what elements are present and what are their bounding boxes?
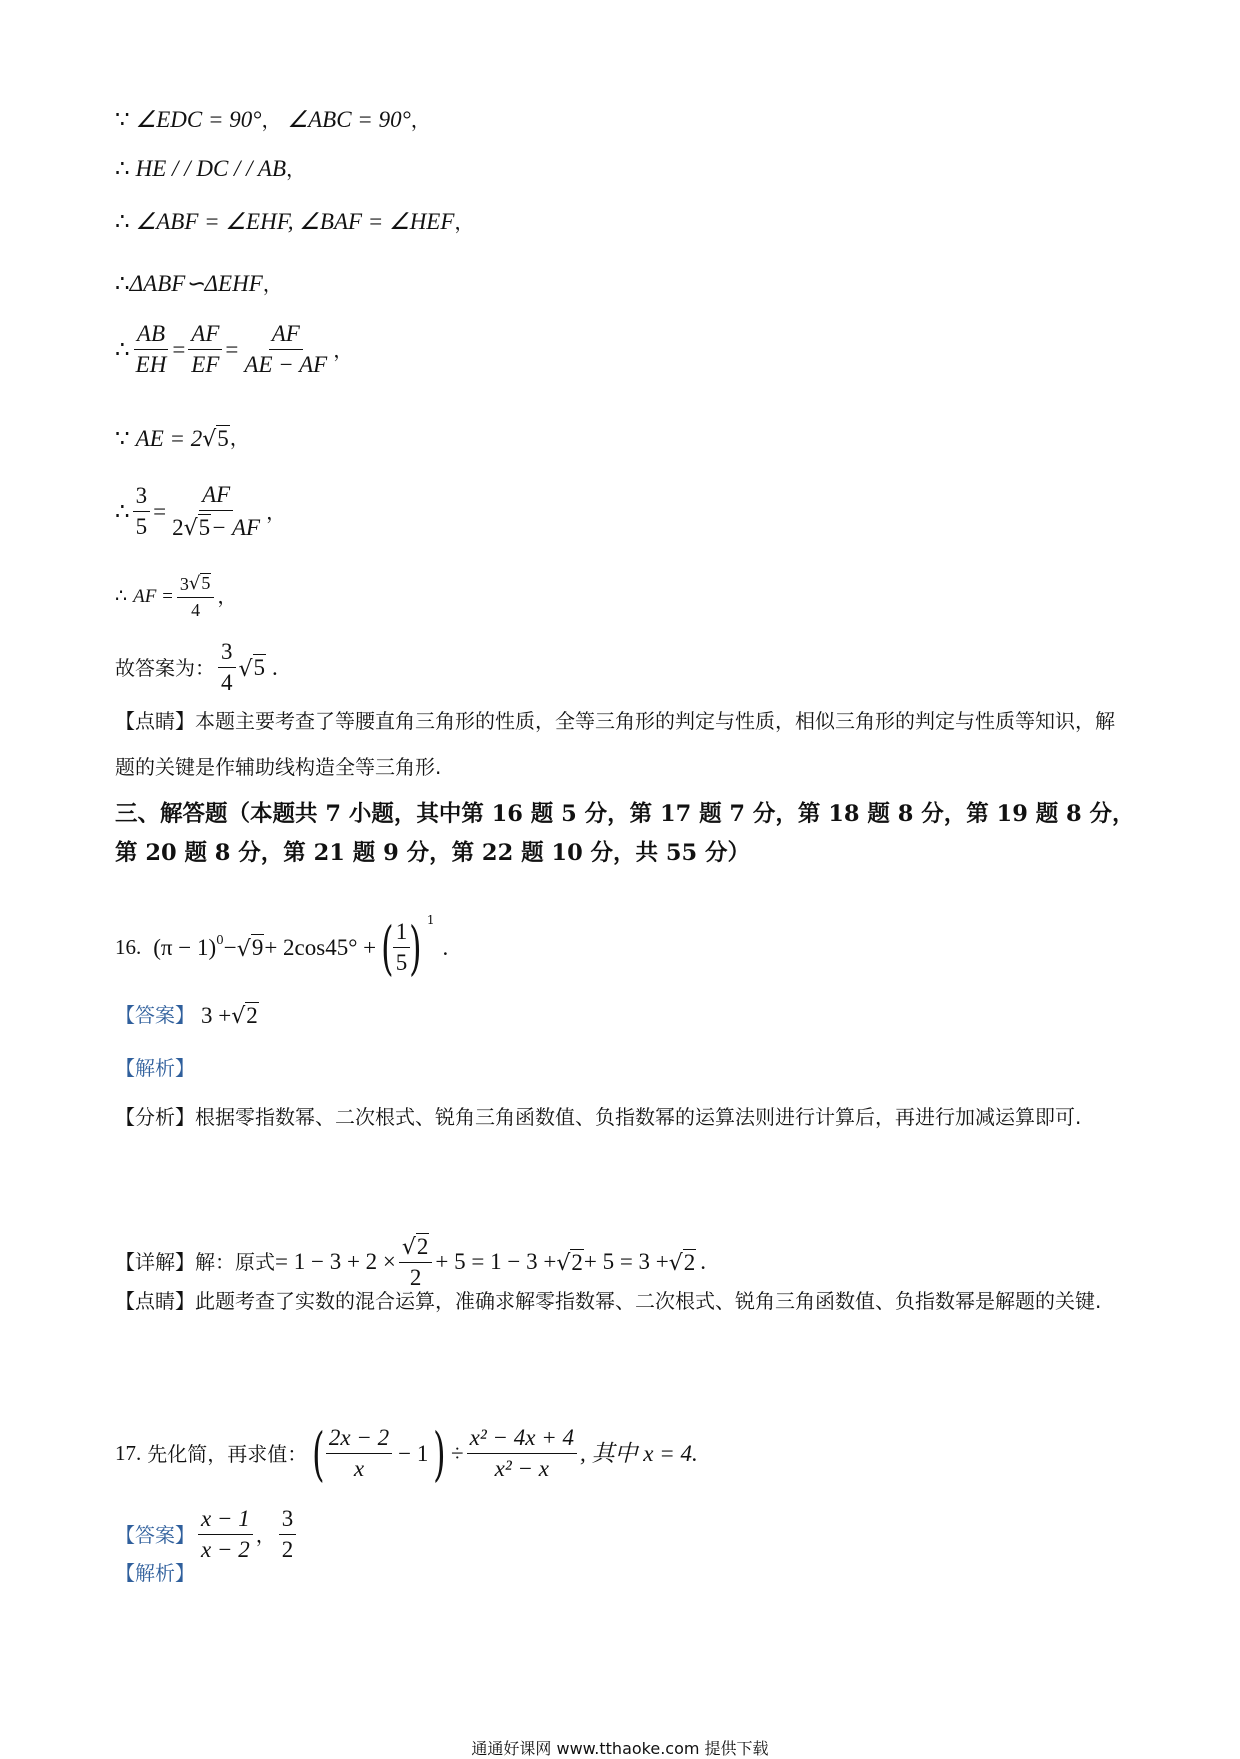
q16-note: 【点睛】此题考查了实数的混合运算，准确求解零指数幂、二次根式、锐角三角函数值、负指数幂是解题的关键. [115, 1289, 1102, 1313]
sqrt-9: √ 9 [236, 935, 264, 962]
q16-detail: 【详解】 解：原式 = 1 − 3 + 2 × √ 2 2 + 5 = 1 − 3 + √ 2 + 5 = 3 + √ 2 . [115, 1234, 707, 1291]
section-heading: 三、解答题（本题共 7 小题，其中第 16 题 5 分，第 17 题 7 分，第 18 题 8 分，第 19 题 8 分，第 20 题 8 分，第 21 题 9 分，第 22 题 10 分，共 55 分） [115, 801, 1135, 866]
fraction-1-5: $\frac{1}{5}$ [393, 920, 411, 975]
q16-analysis: 【分析】根据零指数幂、二次根式、锐角三角函数值、负指数幂的运算法则进行计算后，再进行加减运算即可. [115, 1105, 1082, 1129]
proof-line-2: ∴ HE / / DC / / AB ， [115, 156, 306, 181]
fraction-3sqrt5-4: 3 √ 5 4 [177, 573, 214, 620]
proof-line-8: ∴ AF = 3 √ 5 4 ， [115, 572, 238, 620]
fraction-ab-eh: $\frac{AB}{EH}$ [135, 321, 167, 378]
proof-line-3: ∴ ∠ABF = ∠EHF, ∠BAF = ∠HEF ， [115, 209, 475, 234]
proof-line-6: ∵ AE = 2 √ 5 ， [115, 425, 250, 453]
proof-line-7: ∴ $\frac{3}{5}$ = AF 2 √ 5 − AF ， [115, 482, 287, 542]
fraction-af-2sqrt5-af: AF 2 √ 5 − AF [172, 482, 261, 542]
question-17: 17. 先化简，再求值： ( $\frac{2x - 2}{x}$ − 1 ) ÷ $\frac{\text{x² − 4x + 4}}{\text{x² − x}}$ , 其中 x = 4. [115, 1419, 698, 1488]
sqrt-5: √ 5 [202, 426, 229, 453]
fraction-af-ef: $\frac{AF}{EF}$ [188, 322, 222, 377]
fraction-3-2: $\frac{3}{2}$ [279, 1507, 297, 1562]
q16-answer: 【答案】 3 + √ 2 [115, 1002, 258, 1030]
proof-line-5: ∴ $\frac{AB}{EH}$ = $\frac{AF}{EF}$ = $\frac{AF}{AE - AF}$ ， [115, 321, 354, 378]
note-tag: 【点睛】 [115, 709, 195, 733]
proof-line-1: ∵ ∠EDC = 90° ， ∠ABC = 90° ， [115, 107, 431, 132]
fraction-3-5: $\frac{3}{5}$ [133, 484, 151, 539]
page-footer: 通通好课网 www.tthaoke.com 提供下载 [471, 1739, 769, 1758]
fraction-af-ae-af: $\frac{AF}{AE - AF}$ [244, 321, 328, 378]
fraction-2x-2-x: $\frac{2x - 2}{x}$ [326, 1426, 392, 1481]
note-paragraph-1: 【点睛】本题主要考查了等腰直角三角形的性质，全等三角形的判定与性质，相似三角形的判定与性质等知识，解题的关键是作辅助线构造全等三角形. [115, 709, 1115, 779]
proof-line-4: ∴ ΔABF∽ΔEHF ， [115, 271, 283, 296]
fraction-quadratic: $\frac{\text{x² − 4x + 4}}{\text{x² − x}}$ [467, 1426, 577, 1481]
q16-analysis-tag: 【解析】 [115, 1056, 195, 1080]
fraction-3-4: $\frac{3}{4}$ [218, 640, 236, 695]
q17-answer: 【答案】 $\frac{x - 1}{x - 2}$ ， $\frac{3}{2}$ [115, 1507, 299, 1562]
question-16: 16. (π − 1) 0 − √ 9 + 2cos45° + ( $\frac{1}{5}$ ) 1 . [115, 912, 449, 982]
angle-abc: ∠ABC = 90° [287, 107, 411, 132]
fraction-x-1-x-2: $\frac{x - 1}{x - 2}$ [198, 1507, 253, 1562]
q17-analysis-tag: 【解析】 [115, 1561, 195, 1585]
sqrt-5-answer: √ 5 [238, 655, 266, 682]
angle-edc: ∠EDC = 90° [135, 107, 262, 132]
final-answer-line: 故答案为： $\frac{3}{4}$ √ 5 . [115, 639, 278, 696]
answer-tag: 【答案】 [115, 1003, 195, 1028]
fraction-sqrt2-2: √ 2 2 [399, 1233, 433, 1290]
